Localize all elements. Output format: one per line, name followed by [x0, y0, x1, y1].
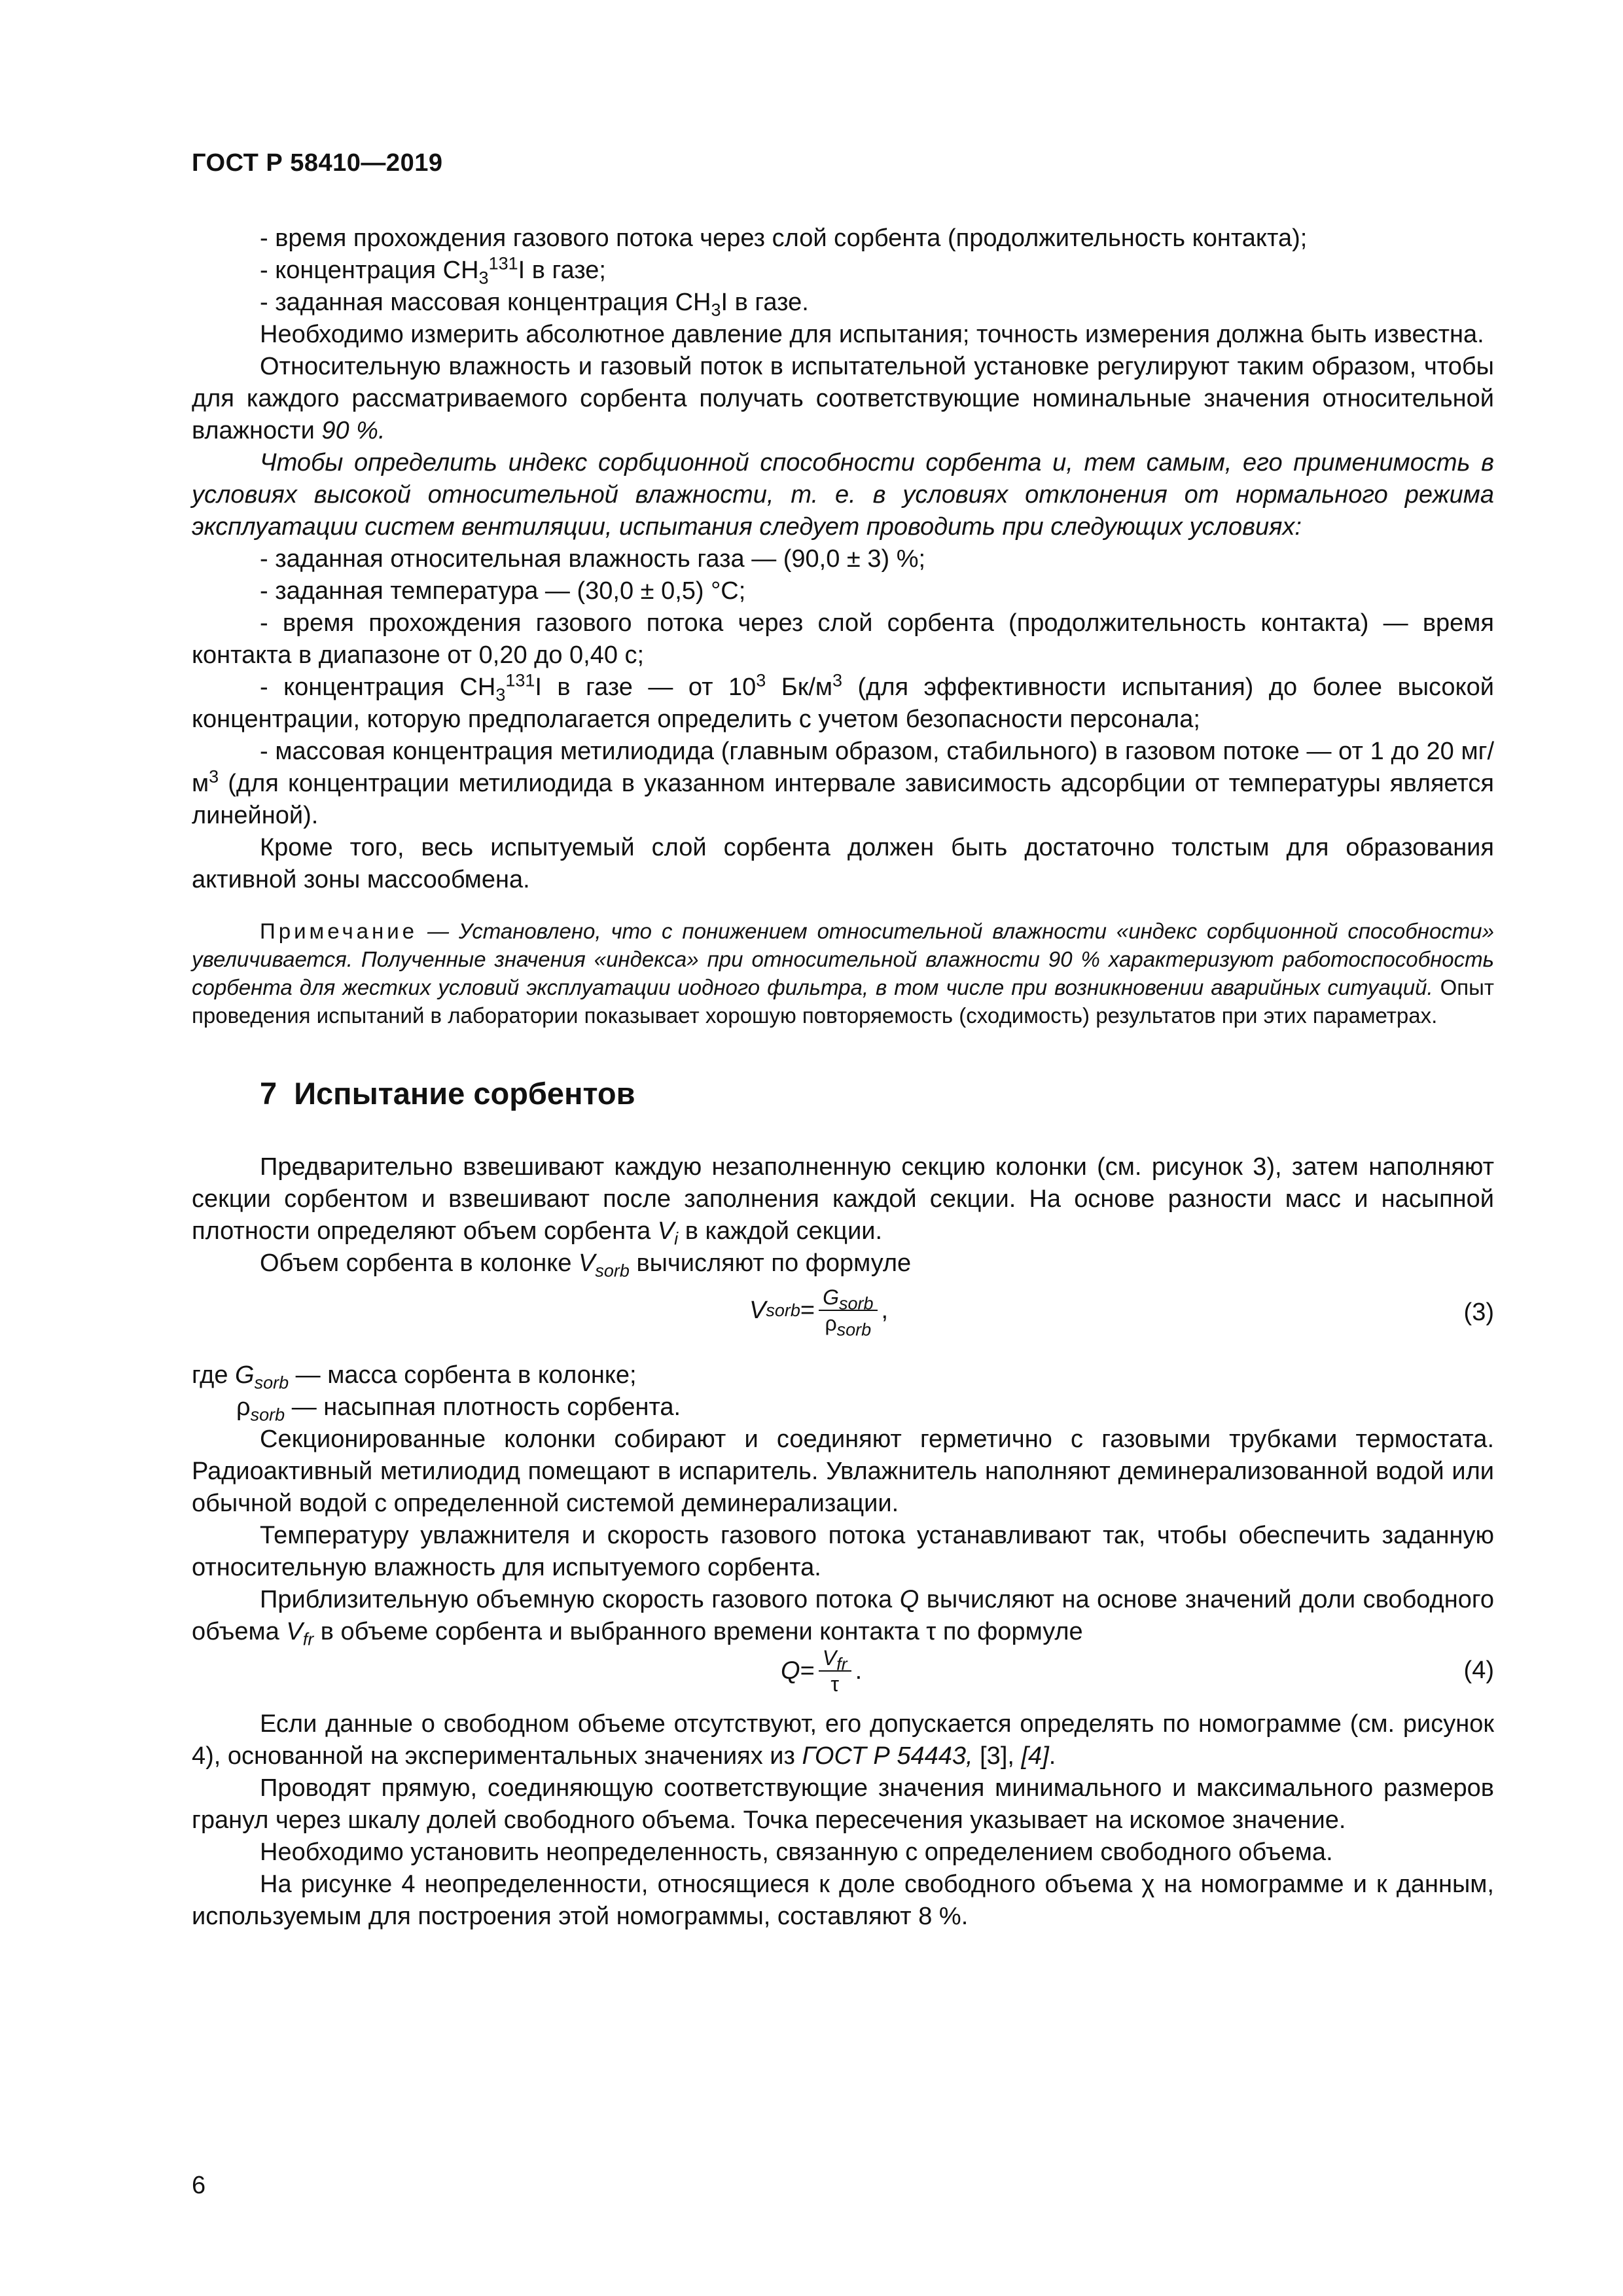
standard-header: ГОСТ Р 58410—2019 — [192, 149, 443, 177]
body-text — [192, 223, 1494, 1933]
paragraph-volume: Объем сорбента в колонке $V_{sorb}$ вычисляют по формуле — [260, 1249, 912, 1281]
section-heading: 7 Испытание сорбентов — [260, 1076, 635, 1111]
paragraph-temperature: Температуру увлажнителя и скорость газового потока устанавливают так, чтобы обеспечить заданную относительную влажность для испытуемого сорбента. — [192, 1522, 1494, 1581]
paragraph-line: Проводят прямую, соединяющую соответствующие значения минимального и максимального размеров гранул через шкалу долей свободного объема. Точка пересечения указывает на искомое значение. — [192, 1774, 1494, 1834]
condition-concentration: - концентрация $CH_3^{131}I$ в газе — от $10^3$ $Бк/м^3$ (для эффективности испытания) до более высокой концентрации, которую предполагается определить с учетом безопасности персонала; — [192, 670, 1494, 733]
formula-number: (3) — [1463, 1299, 1494, 1326]
condition-mass-concentration: - массовая концентрация метилиодида (главным образом, стабильного) в газовом потоке — от 1 до 20 $мг/м^3$ (для концентрации метилиодида в указанном интервале зависимость адсорбции от температуры является линейной). — [192, 738, 1494, 829]
paragraph-thickness: Кроме того, весь испытуемый слой сорбента должен быть достаточно толстым для образования активной зоны массообмена. — [192, 834, 1494, 893]
formula-3: V sorb = $\frac{G_{sorb}}{\rho_{sorb}}$ , (3) — [749, 1285, 1494, 1340]
paragraph-flow: Приблизительную объемную скорость газового потока Q вычисляют на основе значений доли свободного объема $V_{fr}$ в объеме сорбента и выбранного времени контакта τ по формуле — [192, 1586, 1494, 1649]
condition-humidity: - заданная относительная влажность газа — (90,0 ± 3) %; — [260, 545, 926, 573]
list-item: - заданная массовая концентрация $CH_3I$ в газе. — [260, 289, 809, 320]
note: Примечание — Установлено, что с понижением относительной влажности «индекс сорбционной способности» увеличивается. Полученные значения «индекса» при относительной влажности 90 % характеризуют работоспособность сорбента для жестких условий эксплуатации иодного фильтра, в том числе при возникновении аварийных ситуаций. Опыт проведения испытаний в лаборатории показывает хорошую повторяемость (сходимость) результатов при этих параметрах. — [192, 919, 1494, 1028]
fraction: $\frac{G_{sorb}}{\rho_{sorb}}$ — [819, 1285, 877, 1336]
paragraph-weighing: Предварительно взвешивают каждую незаполненную секцию колонки (см. рисунок 3), затем наполняют секции сорбентом и взвешивают после заполнения каждой секции. На основе разности масс и насыпной плотности определяют объем сорбента $V_i$ в каждой секции. — [192, 1153, 1494, 1249]
condition-temperature: - заданная температура — (30,0 ± 0,5) °C; — [260, 577, 746, 605]
formula-number: (4) — [1463, 1657, 1494, 1684]
paragraph-nomogram: Если данные о свободном объеме отсутствуют, его допускается определять по номограмме (см. рисунок 4), основанной на экспериментальных значениях из ГОСТ Р 54443, [3], [4]. — [192, 1710, 1494, 1770]
fraction: $\frac{V_{fr}}{\tau}$ — [819, 1645, 851, 1696]
list-item: - концентрация $CH_3^{131}I$ в газе; — [260, 253, 606, 288]
formula-4: Q = $\frac{V_{fr}}{\tau}$ . (4) — [781, 1646, 1494, 1696]
paragraph-assembly: Секционированные колонки собирают и соединяют герметично с газовыми трубками термостата. Радиоактивный метилиодид помещают в испаритель. Увлажнитель наполняют деминерализованной водой или обычной водой с определенной системой деминерализации. — [192, 1426, 1494, 1517]
paragraph-pressure: Необходимо измерить абсолютное давление для испытания; точность измерения должна быть известна. — [260, 321, 1484, 348]
legend-rho: $\rho_{sorb}$ — насыпная плотность сорбента. — [236, 1393, 681, 1425]
paragraph-uncertainty: Необходимо установить неопределенность, связанную с определением свободного объема. — [260, 1839, 1333, 1866]
note-label: Примечание — [260, 919, 418, 943]
paragraph-italic-conditions: Чтобы определить индекс сорбционной способности сорбента и, тем самым, его применимость в условиях высокой относительной влажности, т. е. в условиях отклонения от нормального режима эксплуатации систем вентиляции, испытания следует проводить при следующих условиях: — [192, 449, 1494, 541]
list-item: - время прохождения газового потока через слой сорбента (продолжительность контакта); — [260, 224, 1308, 252]
paragraph-humidity: Относительную влажность и газовый поток в испытательной установке регулируют таким образом, чтобы для каждого рассматриваемого сорбента получать соответствующие номинальные значения относительной влажности 90 %. — [192, 353, 1494, 444]
page-number: 6 — [192, 2172, 206, 2199]
condition-contact-time: - время прохождения газового потока через слой сорбента (продолжительность контакта) — время контакта в диапазоне от 0,20 до 0,40 с; — [192, 609, 1494, 669]
legend-g: где $G_{sorb}$ — масса сорбента в колонке; — [192, 1361, 637, 1393]
paragraph-figure-4: На рисунке 4 неопределенности, относящиеся к доле свободного объема χ на номограмме и к данным, используемым для построения этой номограммы, составляют 8 %. — [192, 1871, 1494, 1930]
